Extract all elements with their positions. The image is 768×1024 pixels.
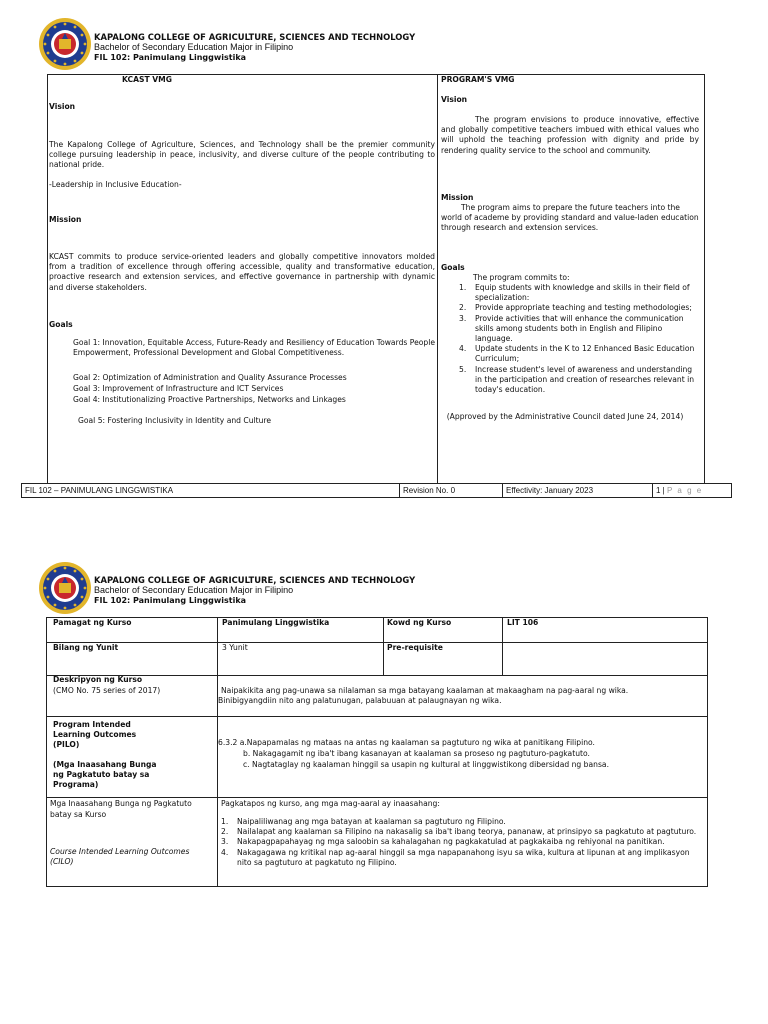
cilo-label-2: batay sa Kurso bbox=[50, 810, 107, 819]
cilo-label-4: (CILO) bbox=[50, 857, 74, 866]
program-goal-item: 4. Update students in the K to 12 Enhanced Basic Education Curriculum; bbox=[459, 344, 695, 364]
program-goal-item: 3. Provide activities that will enhance the communication skills among students both in English and Filipino language. bbox=[459, 313, 684, 344]
kcast-goal-5: Goal 5: Fostering Inclusivity in Identity and Culture bbox=[78, 416, 272, 425]
program-vmg-title: PROGRAM'S VMG bbox=[441, 75, 515, 84]
program-goal-item: 1. Equip students with knowledge and skills in their field of specialization: bbox=[459, 283, 690, 303]
cilo-label-1: Mga Inaasahang Bunga ng Pagkatuto bbox=[50, 799, 192, 808]
cilo-item: 3. Nakapagpapahayag ng mga saloobin sa kahalagahan ng pagkakatulad at pagkakaiba ng rehiyonal na panitikan. bbox=[221, 837, 665, 847]
kcast-goal-4: Goal 4: Institutionalizing Proactive Partnerships, Networks and Linkages bbox=[73, 395, 346, 404]
kcast-goal-1: Goal 1: Innovation, Equitable Access, Future-Ready and Resiliency of Education Towards People Empowerment, Professional Development and Global Competitiveness. bbox=[73, 338, 435, 358]
description-text-1: Naipakikita ang pag-unawa sa nilalaman sa mga batayang kaalaman at makaagham na pag-aaral ng wika. bbox=[221, 686, 629, 695]
program-goal-item: 5. Increase student's level of awareness and understanding in the participation and creation of researches relevant in today's education. bbox=[459, 364, 695, 395]
prereq-label: Pre-requisite bbox=[387, 643, 443, 652]
pilo-label: Program Intended Learning Outcomes (PILO) (Mga Inaasahang Bunga ng Pagkatuto batay sa Programa) bbox=[53, 720, 157, 789]
pilo-item-a: 6.3.2 a.Napapamalas ng mataas na antas ng kaalaman sa pagtuturo ng wika at panitikang Filipino. bbox=[218, 738, 595, 747]
program-approval: (Approved by the Administrative Council dated June 24, 2014) bbox=[446, 412, 684, 421]
course-title-value: Panimulang Linggwistika bbox=[222, 618, 330, 627]
cilo-label-3: Course Intended Learning Outcomes bbox=[50, 847, 190, 856]
kcast-vmg-title: KCAST VMG bbox=[122, 75, 172, 84]
program-name: Bachelor of Secondary Education Major in Filipino bbox=[94, 585, 294, 595]
page-label: P a g e bbox=[666, 486, 703, 495]
description-text-2: Binibigyangdiin nito ang palatunugan, palabuuan at palaugnayan ng wika. bbox=[218, 696, 502, 705]
footer-course: FIL 102 – PANIMULANG LINGGWISTIKA bbox=[25, 486, 174, 495]
program-vision-label: Vision bbox=[441, 95, 468, 104]
course-title-label: Pamagat ng Kurso bbox=[53, 618, 132, 627]
program-mission-text: The program aims to prepare the future teachers into the world of academe by providing standard and value-laden education through research and extension services. bbox=[441, 203, 699, 233]
college-seal-icon bbox=[38, 17, 92, 71]
kcast-goal-3: Goal 3: Improvement of Infrastructure and ICT Services bbox=[73, 384, 284, 393]
kcast-mission-text: KCAST commits to produce service-oriented leaders and globally competitive innovators molded from a tradition of excellence through offering accessible, quality and transformative education, proactive research and extension services, and effective governance in partnership with dynamic and diverse stakeholders. bbox=[49, 252, 435, 292]
description-label: Deskripyon ng Kurso bbox=[53, 675, 143, 684]
program-name: Bachelor of Secondary Education Major in Filipino bbox=[94, 42, 294, 52]
cilo-item: 1. Naipaliliwanag ang mga batayan at kaalaman sa pagtuturo ng Filipino. bbox=[221, 817, 506, 826]
program-goal-item: 2. Provide appropriate teaching and testing methodologies; bbox=[459, 303, 692, 313]
cilo-item: 4. Nakagagawa ng kritikal nap ag-aaral hinggil sa mga napapanahong isyu sa wika, kultura at lipunan at ang implikasyon nito sa pagtuturo at pagkatuto ng Filipino. bbox=[221, 847, 690, 867]
kcast-goals-label: Goals bbox=[49, 320, 73, 329]
footer-revision: Revision No. 0 bbox=[403, 486, 456, 495]
units-value: 3 Yunit bbox=[222, 643, 248, 652]
course-code-value: LIT 106 bbox=[507, 618, 539, 627]
kcast-goal-2: Goal 2: Optimization of Administration and Quality Assurance Processes bbox=[73, 373, 347, 382]
program-goals-list bbox=[459, 283, 699, 395]
description-cmo: (CMO No. 75 series of 2017) bbox=[53, 686, 161, 695]
kcast-mission-label: Mission bbox=[49, 215, 82, 224]
program-mission-label: Mission bbox=[441, 193, 474, 202]
program-goals-intro: The program commits to: bbox=[473, 273, 570, 282]
footer-effectivity: Effectivity: January 2023 bbox=[506, 486, 594, 495]
kcast-vision-text: The Kapalong College of Agriculture, Sciences, and Technology shall be the premier community college pursuing leadership in peace, inclusivity, and diverse culture of the people contributing to national pride. bbox=[49, 140, 435, 170]
course-code-label: Kowd ng Kurso bbox=[387, 618, 452, 627]
program-vision-text: The program envisions to produce innovative, effective and globally competitive teachers imbued with ethical values who will uphold the teaching profession with dignity and pride by rendering quality service to the school and community. bbox=[441, 115, 699, 155]
program-goals-label: Goals bbox=[441, 263, 465, 272]
cilo-item: 2. Nailalapat ang kaalaman sa Filipino na nakasalig sa iba't ibang teorya, pananaw, at prinsipyo sa pagkatuto at pagtuturo. bbox=[221, 827, 697, 837]
pilo-item-b: b. Nakagagamit ng iba't ibang kasanayan at kaalaman sa proseso ng pagtuturo-pagkatuto. bbox=[243, 749, 590, 758]
cilo-list bbox=[221, 817, 701, 868]
page-number: 1 bbox=[656, 486, 661, 495]
kcast-tagline: -Leadership in Inclusive Education- bbox=[49, 180, 182, 189]
footer-page: 1 | P a g e bbox=[656, 486, 703, 495]
pilo-item-c: c. Nagtataglay ng kaalaman hinggil sa usapin ng kultural at linggwistikong dibersidad ng bansa. bbox=[243, 760, 609, 769]
college-name: KAPALONG COLLEGE OF AGRICULTURE, SCIENCES AND TECHNOLOGY bbox=[94, 575, 416, 585]
course-name: FIL 102: Panimulang Linggwistika bbox=[94, 53, 247, 62]
kcast-vision-label: Vision bbox=[49, 102, 76, 111]
college-name: KAPALONG COLLEGE OF AGRICULTURE, SCIENCES AND TECHNOLOGY bbox=[94, 32, 416, 42]
cilo-intro: Pagkatapos ng kurso, ang mga mag-aaral ay inaasahang: bbox=[221, 799, 440, 808]
course-name: FIL 102: Panimulang Linggwistika bbox=[94, 596, 247, 605]
college-seal-icon bbox=[38, 561, 92, 615]
units-label: Bilang ng Yunit bbox=[53, 643, 119, 652]
